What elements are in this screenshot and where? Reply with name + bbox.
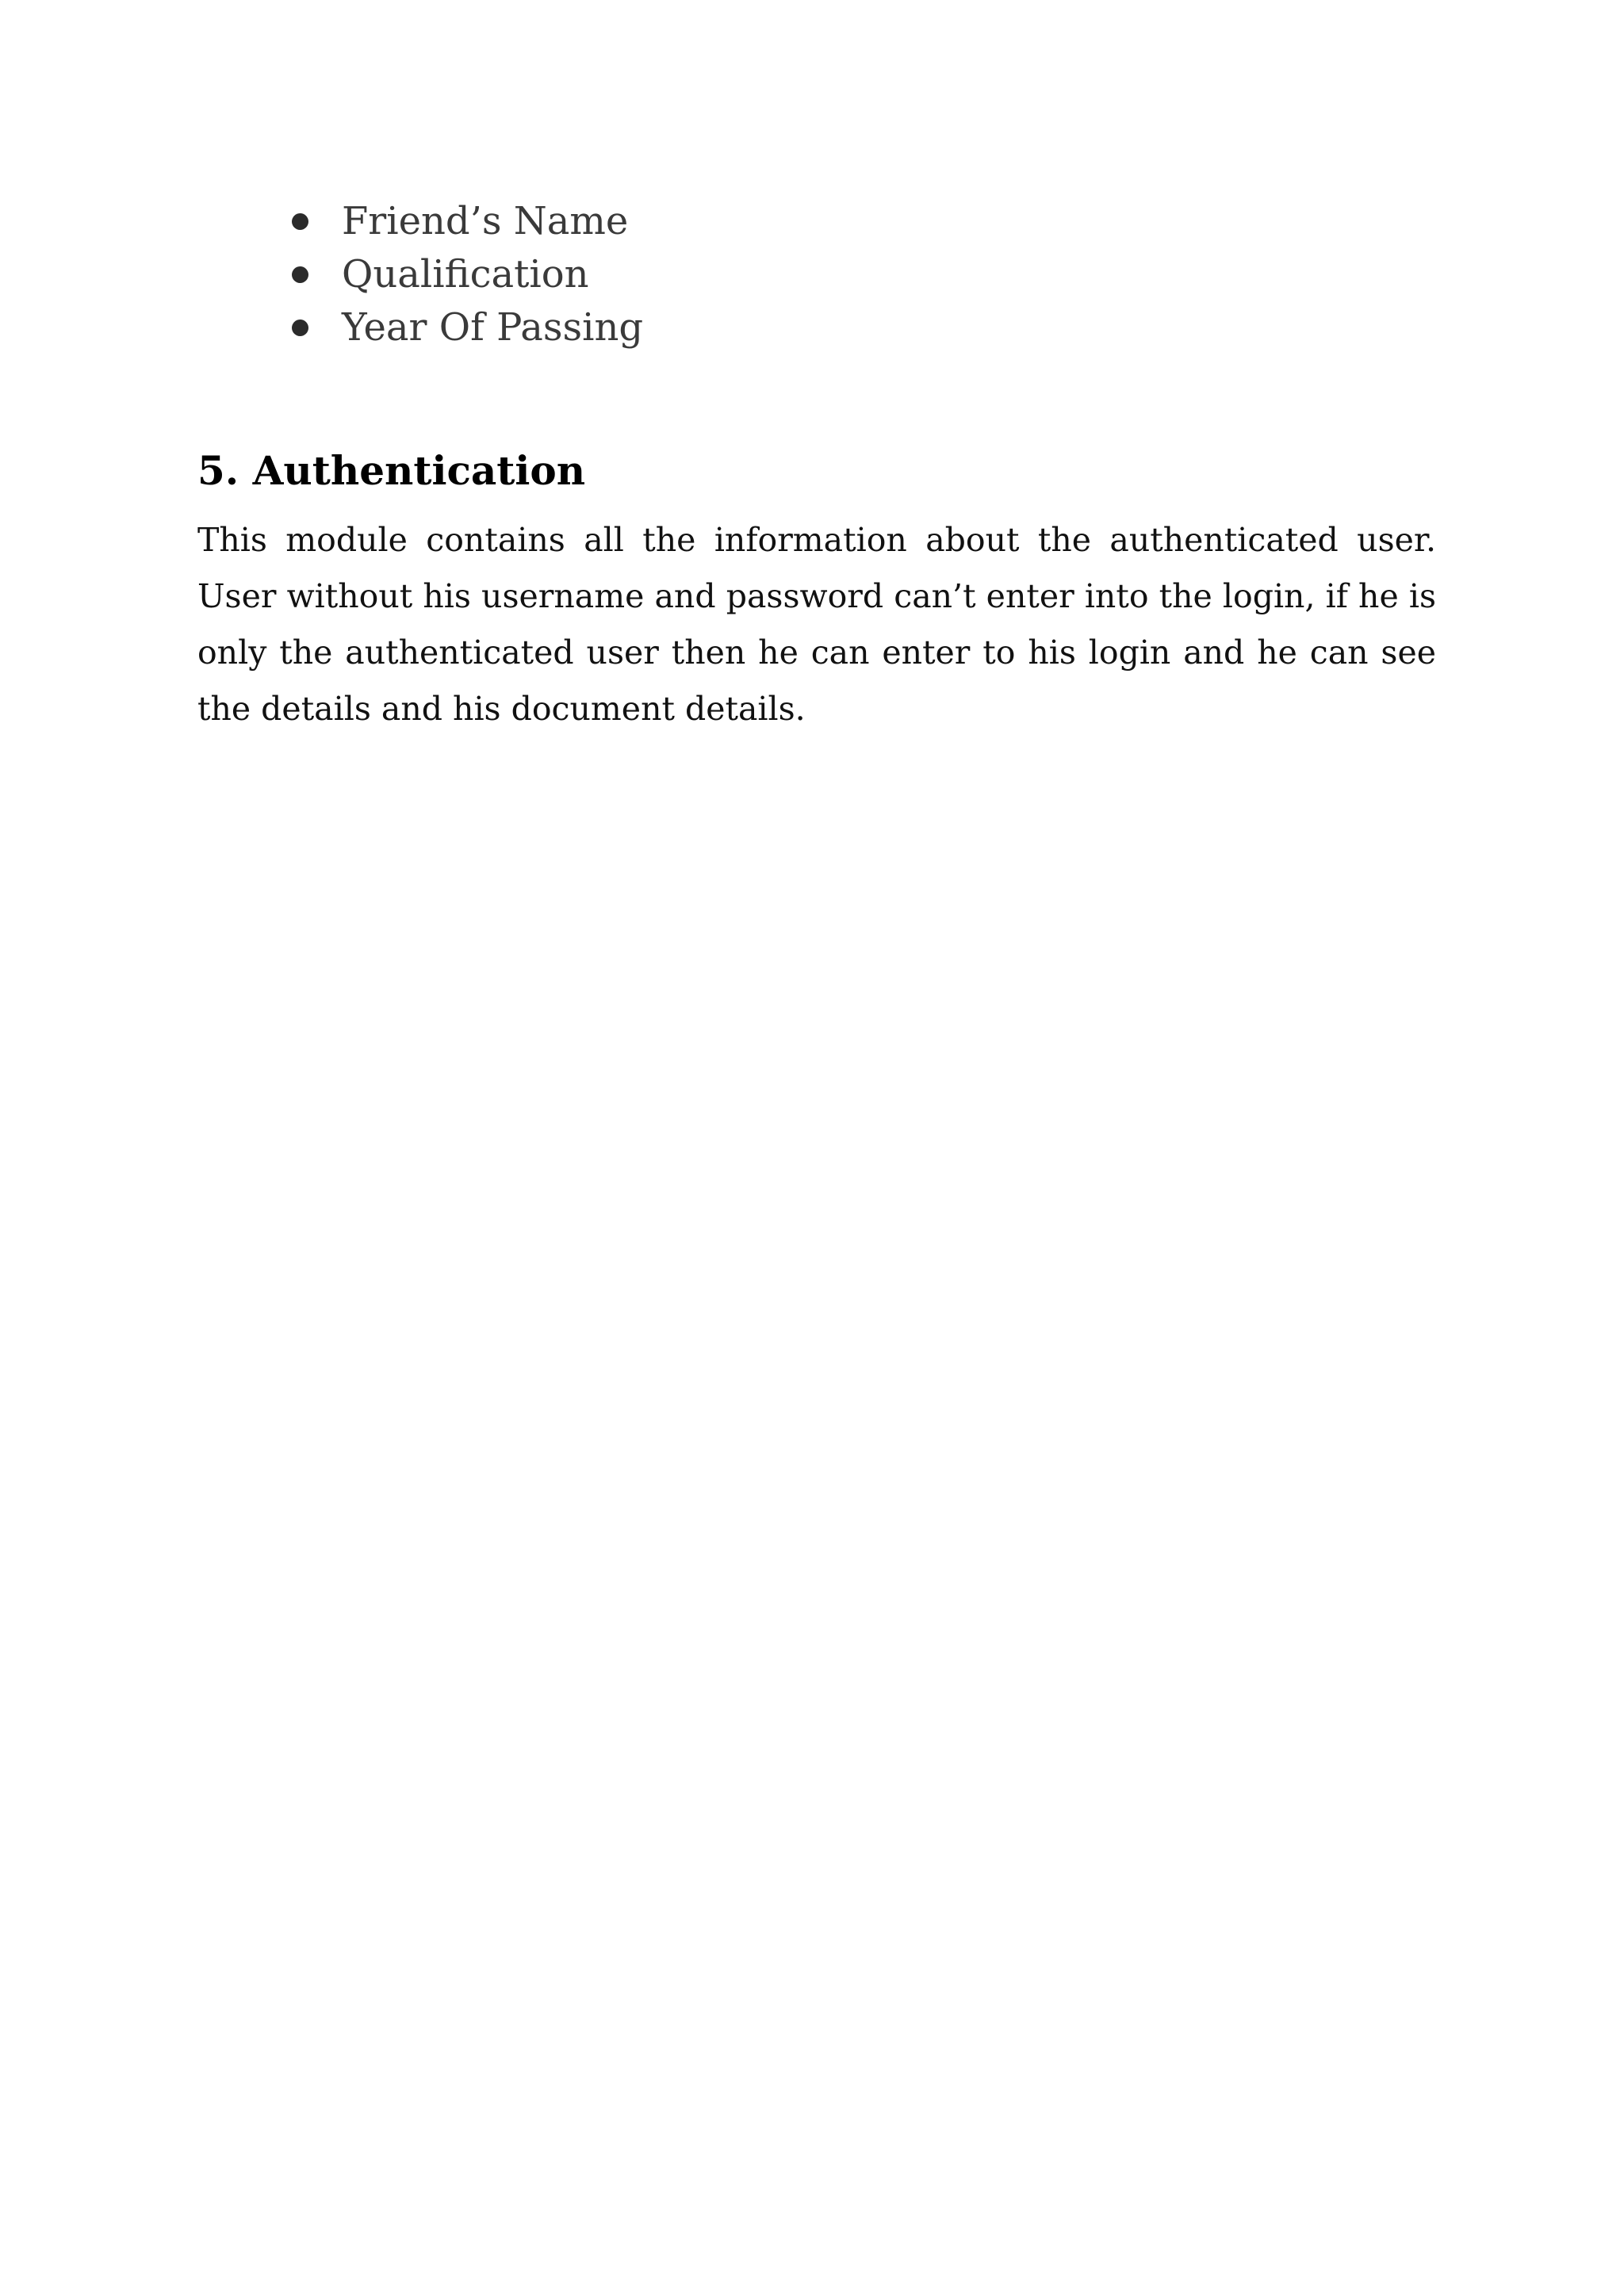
list-item-label: Qualification bbox=[342, 252, 589, 297]
bullet-icon bbox=[292, 213, 308, 230]
list-item-label: Friend’s Name bbox=[342, 199, 629, 243]
bullet-icon bbox=[292, 320, 308, 336]
bullet-icon bbox=[292, 266, 308, 283]
list-item bbox=[292, 248, 643, 301]
list-item-label: Year Of Passing bbox=[342, 305, 644, 350]
section-paragraph: This module contains all the information about the authenticated user. User without his username and password can’t enter into the login, if he is only the authenticated user then he can enter to his login and he can see the details and his document details. bbox=[197, 521, 1436, 728]
list-item bbox=[292, 301, 643, 354]
field-bullet-list bbox=[292, 195, 643, 354]
section-heading: 5. Authentication bbox=[197, 447, 586, 494]
list-item bbox=[292, 195, 643, 248]
